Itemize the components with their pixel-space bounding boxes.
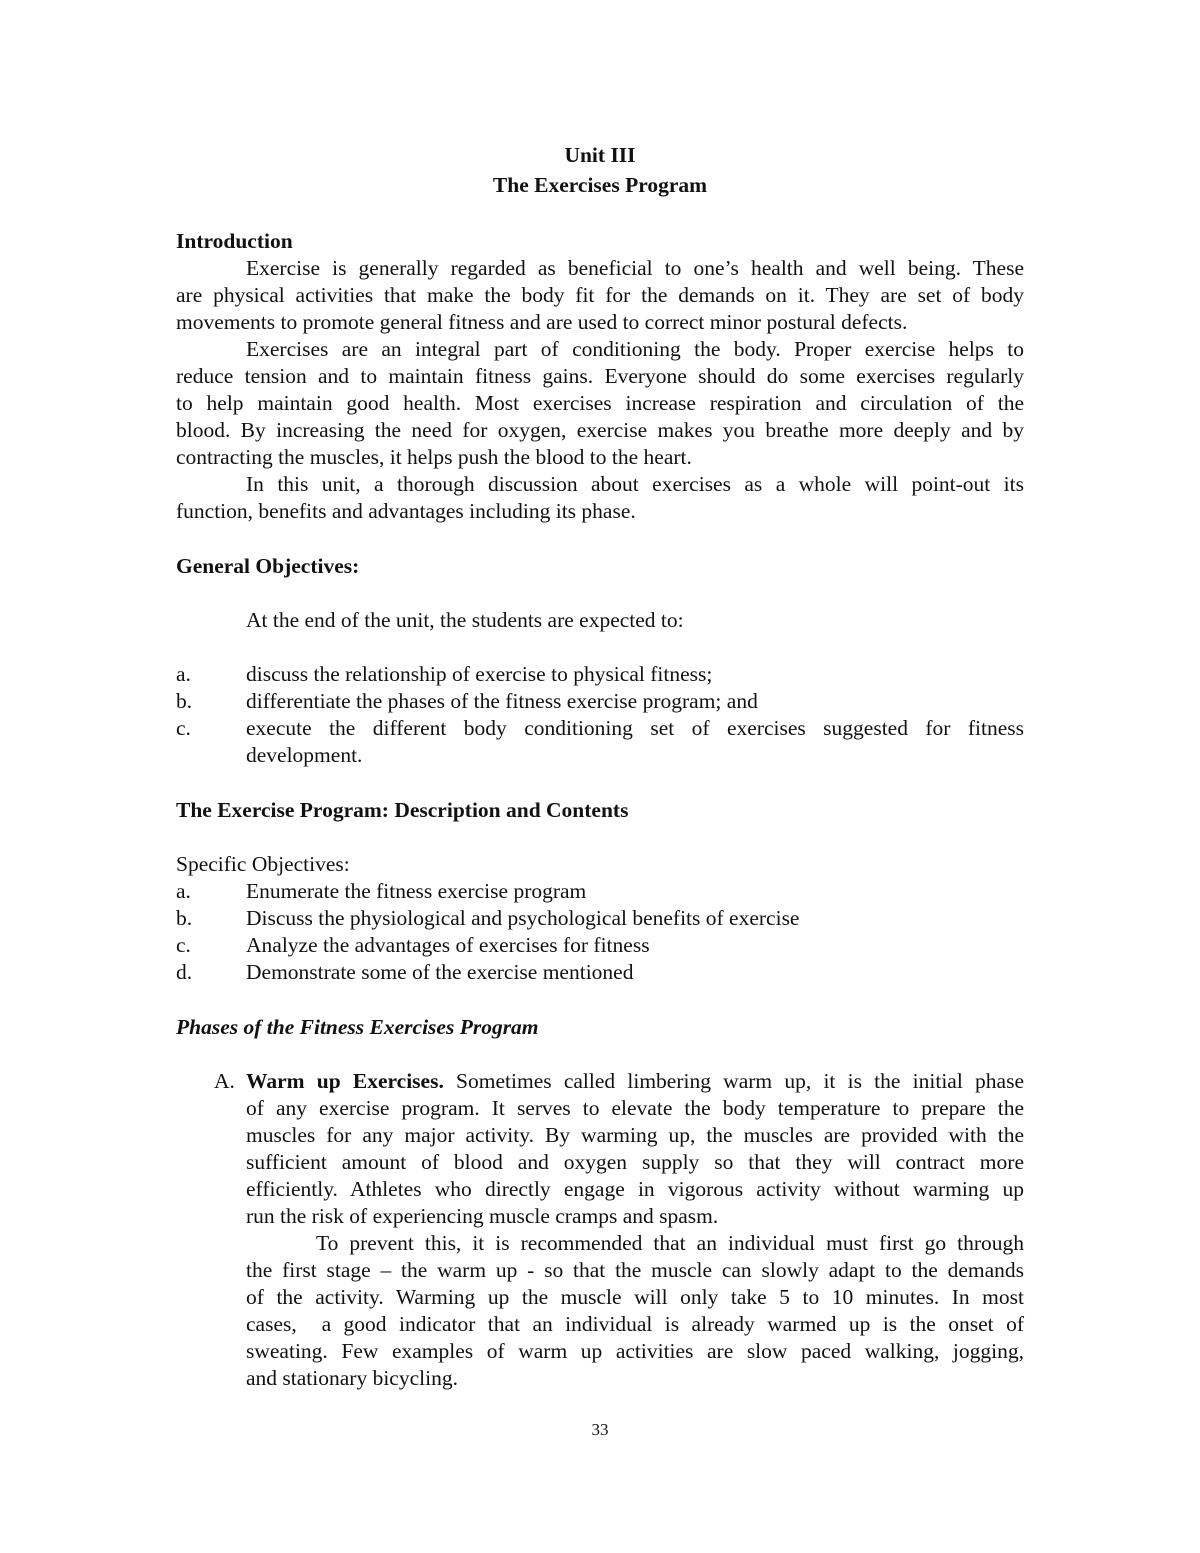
warmup-term: Warm up Exercises. <box>246 1069 444 1093</box>
intro-heading: Introduction <box>176 229 293 253</box>
page-number: 33 <box>591 1420 609 1439</box>
list-label: A. <box>214 1069 235 1093</box>
list-item-continued: development. <box>246 743 363 767</box>
list-item: Analyze the advantages of exercises for fitness <box>246 933 650 957</box>
list-item: execute the different body conditioning set of exercises suggested for fitness <box>246 716 1024 740</box>
program-heading: The Exercise Program: Description and Contents <box>176 798 629 822</box>
warmup-line: sufficient amount of blood and oxygen supply so that they will contract more <box>246 1150 1024 1174</box>
phases-heading: Phases of the Fitness Exercises Program <box>176 1015 539 1039</box>
warmup-line: To prevent this, it is recommended that an individual must first go through <box>316 1231 1024 1255</box>
warmup-line: sweating. Few examples of warm up activities are slow paced walking, jogging, <box>246 1339 1024 1363</box>
unit-label: Unit III <box>564 143 636 167</box>
intro-line: function, benefits and advantages including its phase. <box>176 499 636 523</box>
list-label: b. <box>176 689 193 713</box>
list-label: a. <box>176 879 191 903</box>
intro-line: Exercises are an integral part of conditioning the body. Proper exercise helps to <box>246 337 1024 361</box>
warmup-line: of any exercise program. It serves to elevate the body temperature to prepare the <box>246 1096 1024 1120</box>
intro-line: to help maintain good health. Most exercises increase respiration and circulation of the <box>176 391 1024 415</box>
warmup-line: cases, a good indicator that an individual is already warmed up is the onset of <box>246 1312 1024 1336</box>
warmup-line: run the risk of experiencing muscle cramps and spasm. <box>246 1204 719 1228</box>
intro-line: In this unit, a thorough discussion about exercises as a whole will point-out its <box>246 472 1024 496</box>
warmup-line: efficiently. Athletes who directly engage in vigorous activity without warming up <box>246 1177 1024 1201</box>
list-item: discuss the relationship of exercise to physical fitness; <box>246 662 713 686</box>
warmup-line: and stationary bicycling. <box>246 1366 458 1390</box>
warmup-line: of the activity. Warming up the muscle will only take 5 to 10 minutes. In most <box>246 1285 1024 1309</box>
warmup-line: muscles for any major activity. By warming up, the muscles are provided with the <box>246 1123 1024 1147</box>
list-label: d. <box>176 960 193 984</box>
intro-line: movements to promote general fitness and are used to correct minor postural defects. <box>176 310 908 334</box>
list-item: Demonstrate some of the exercise mentioned <box>246 960 634 984</box>
intro-line: reduce tension and to maintain fitness gains. Everyone should do some exercises regularly <box>176 364 1024 388</box>
list-label: a. <box>176 662 191 686</box>
warmup-line: the first stage – the warm up - so that the muscle can slowly adapt to the demands <box>246 1258 1024 1282</box>
warmup-text: Sometimes called limbering warm up, it is the initial phase <box>443 1069 1024 1093</box>
warmup-first-line <box>246 1068 1024 1095</box>
list-label: b. <box>176 906 193 930</box>
general-objectives-lead: At the end of the unit, the students are expected to: <box>246 608 684 632</box>
general-objectives-heading: General Objectives: <box>176 554 360 578</box>
intro-line: contracting the muscles, it helps push the blood to the heart. <box>176 445 692 469</box>
intro-line: blood. By increasing the need for oxygen, exercise makes you breathe more deeply and by <box>176 418 1024 442</box>
intro-line: Exercise is generally regarded as beneficial to one’s health and well being. These <box>246 256 1024 280</box>
list-label: c. <box>176 933 191 957</box>
page-title: The Exercises Program <box>492 173 708 197</box>
list-item: Enumerate the fitness exercise program <box>246 879 587 903</box>
intro-line: are physical activities that make the body fit for the demands on it. They are set of body <box>176 283 1024 307</box>
specific-objectives-label: Specific Objectives: <box>176 852 350 876</box>
list-label: c. <box>176 716 191 740</box>
list-item: differentiate the phases of the fitness exercise program; and <box>246 689 758 713</box>
list-item: Discuss the physiological and psychological benefits of exercise <box>246 906 800 930</box>
